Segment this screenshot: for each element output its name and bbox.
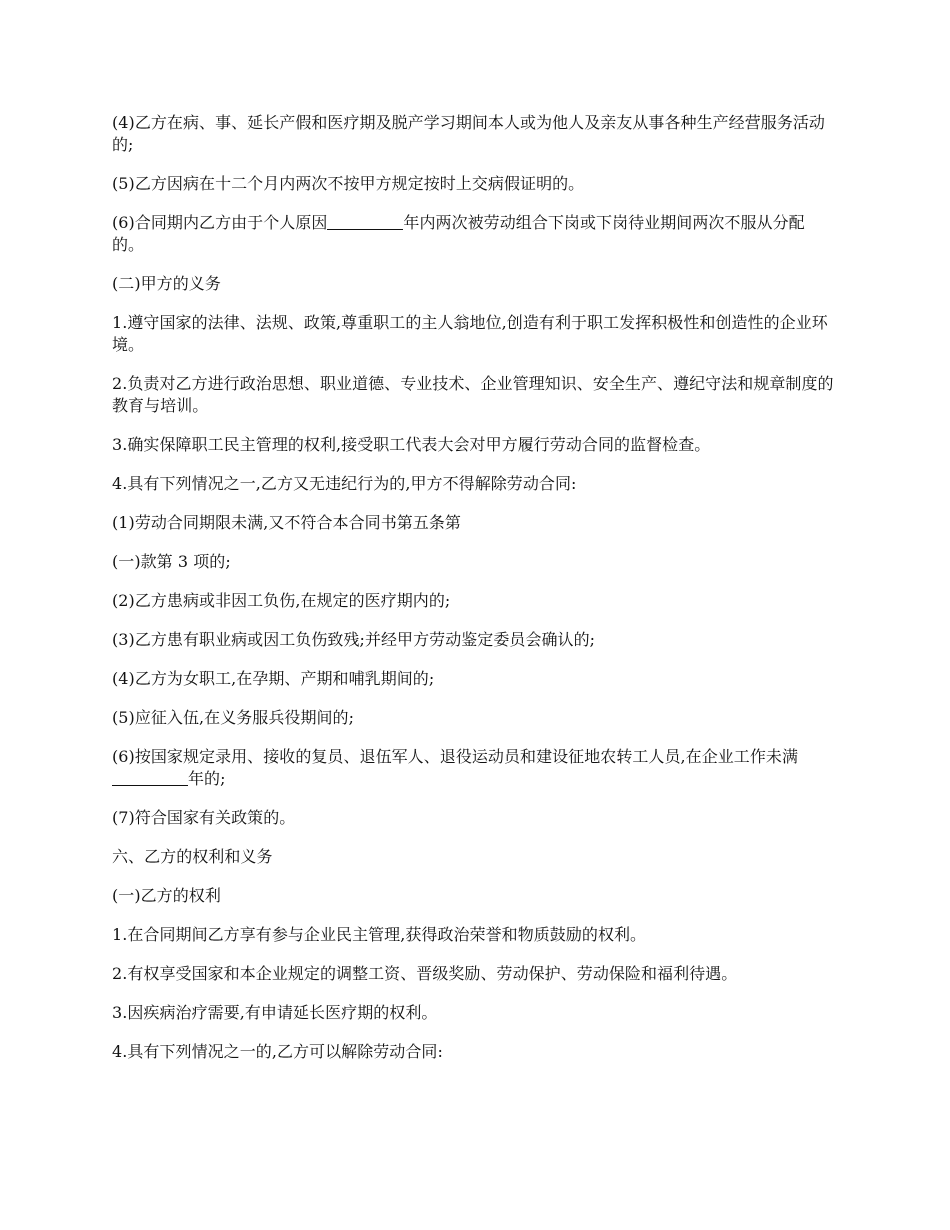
paragraph-clause-5: (5)乙方因病在十二个月内两次不按甲方规定按时上交病假证明的。 [112, 174, 585, 193]
item-6-text-before: (6)按国家规定录用、接收的复员、退伍军人、退役运动员和建设征地农转工人员,在企业工作未满 [112, 747, 799, 766]
paragraph-right-1: 1.在合同期间乙方享有参与企业民主管理,获得政治荣誉和物质鼓励的权利。 [112, 925, 647, 944]
paragraph-item-3: (3)乙方患有职业病或因工负伤致残;并经甲方劳动鉴定委员会确认的; [112, 630, 596, 649]
paragraph-right-4: 4.具有下列情况之一的,乙方可以解除劳动合同: [112, 1042, 443, 1061]
fill-in-blank-years-2 [112, 769, 188, 786]
paragraph-clause-6 [112, 212, 834, 256]
paragraph-item-2: (2)乙方患病或非因工负伤,在规定的医疗期内的; [112, 591, 451, 610]
paragraph-item-6 [112, 746, 834, 790]
paragraph-item-5: (5)应征入伍,在义务服兵役期间的; [112, 708, 355, 727]
section-heading-party-b-rights-duties: 六、乙方的权利和义务 [112, 847, 273, 866]
paragraph-right-2: 2.有权享受国家和本企业规定的调整工资、晋级奖励、劳动保护、劳动保险和福利待遇。 [112, 964, 738, 983]
section-heading-party-a-obligations: (二)甲方的义务 [112, 274, 221, 293]
document-body [112, 112, 834, 1080]
paragraph-item-4: (4)乙方为女职工,在孕期、产期和哺乳期间的; [112, 669, 435, 688]
paragraph-item-1-cont: (一)款第 3 项的; [112, 552, 231, 571]
paragraph-clause-4: (4)乙方在病、事、延长产假和医疗期及脱产学习期间本人或为他人及亲友从事各种生产经营服务活动的; [112, 113, 825, 154]
fill-in-blank-years [327, 213, 403, 230]
paragraph-obligation-2: 2.负责对乙方进行政治思想、职业道德、专业技术、企业管理知识、安全生产、遵纪守法和规章制度的教育与培训。 [112, 374, 834, 415]
subsection-heading-party-b-rights: (一)乙方的权利 [112, 886, 221, 905]
clause-6-text-before: (6)合同期内乙方由于个人原因 [112, 213, 328, 232]
paragraph-obligation-1: 1.遵守国家的法律、法规、政策,尊重职工的主人翁地位,创造有利于职工发挥积极性和创造性的企业环境。 [112, 313, 828, 354]
item-6-text-after: 年的; [188, 769, 226, 788]
paragraph-obligation-3: 3.确实保障职工民主管理的权利,接受职工代表大会对甲方履行劳动合同的监督检查。 [112, 435, 711, 454]
paragraph-item-1: (1)劳动合同期限未满,又不符合本合同书第五条第 [112, 513, 461, 532]
paragraph-item-7: (7)符合国家有关政策的。 [112, 808, 296, 827]
clause-6-text-after: 年内两次被劳动组合下岗或下岗待业期间两次不服从分配的。 [112, 213, 805, 254]
paragraph-right-3: 3.因疾病治疗需要,有申请延长医疗期的权利。 [112, 1003, 438, 1022]
paragraph-obligation-4: 4.具有下列情况之一,乙方又无违纪行为的,甲方不得解除劳动合同: [112, 474, 577, 493]
